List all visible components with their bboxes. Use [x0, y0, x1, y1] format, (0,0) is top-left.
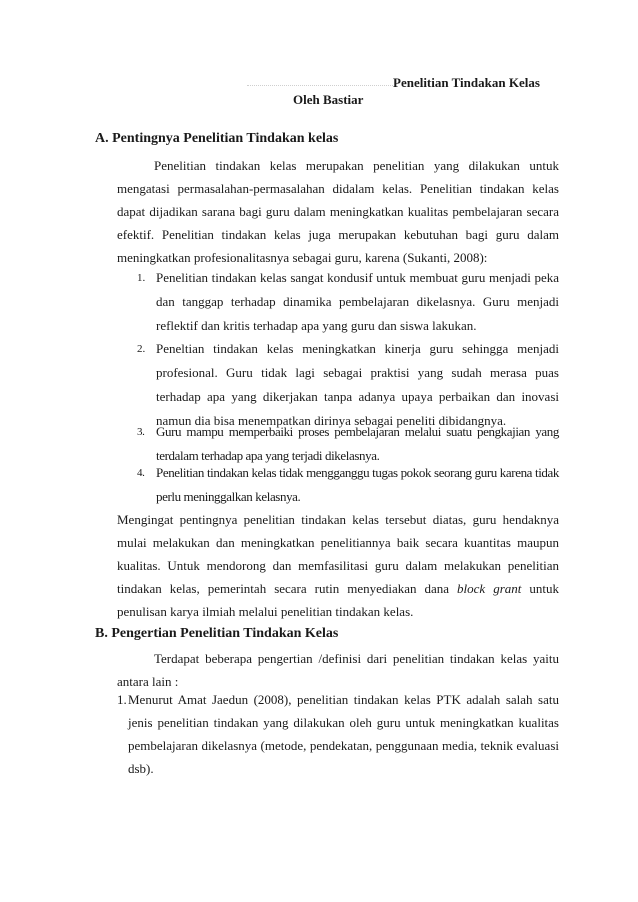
- section-a-intro: [117, 154, 559, 269]
- list-text: Penelitian tindakan kelas tidak mengganggu tugas pokok seorang guru karena tidak perlu meninggalkan kelasnya.: [156, 465, 559, 504]
- list-text: Guru mampu memperbaiki proses pembelajaran melalui suatu pengkajian yang terdalam terhadap apa yang terjadi dikelasnya.: [156, 424, 559, 463]
- list-item-b1: [117, 688, 559, 780]
- list-item-a4: [137, 461, 559, 509]
- list-number: 1.: [117, 692, 127, 707]
- list-number: 4.: [137, 467, 145, 479]
- list-number: 1.: [137, 272, 146, 284]
- closing-text-italic: block grant: [457, 581, 522, 596]
- list-item-a1: [137, 266, 559, 338]
- list-text: Penelitian tindakan kelas sangat kondusif untuk membuat guru menjadi peka dan tanggap terhadap dinamika pembelajaran dikelasnya. Guru menjadi reflektif dan kritis terhadap apa yang guru dan siswa lakukan.: [156, 270, 559, 333]
- section-b-intro-text: Terdapat beberapa pengertian /definisi dari penelitian tindakan kelas yaitu antara lain :: [117, 651, 559, 689]
- section-a-intro-text: Penelitian tindakan kelas merupakan penelitian yang dilakukan untuk mengatasi permasalahan-permasalahan didalam kelas. Penelitian tindakan kelas dapat dijadikan sarana bagi guru dalam meningkatkan kualitas pembelajaran secara efektif. Penelitian tindakan kelas juga merupakan kebutuhan bagi guru dalam meningkatkan profesionalitasnya sebagai guru, karena (Sukanti, 2008):: [117, 158, 559, 265]
- list-number: 2.: [137, 343, 146, 355]
- list-text: Menurut Amat Jaedun (2008), penelitian tindakan kelas PTK adalah salah satu jenis penelitian tindakan yang dilakukan oleh guru untuk meningkatkan kualitas pembelajaran dikelasnya (metode, pendekatan, penggunaan media, teknik evaluasi dsb).: [128, 692, 559, 776]
- section-b-intro: [117, 647, 559, 693]
- closing-text-before: Mengingat pentingnya penelitian tindakan kelas tersebut diatas, guru hendaknya mulai melakukan dan meningkatkan penelitiannya baik secara kuantitas maupun kualitas. Untuk mendorong dan memfasilitasi guru dalam melakukan penelitian tindakan kelas, pemerintah secara rutin menyediakan dana: [117, 512, 559, 596]
- title-rule: [247, 85, 393, 86]
- section-a-closing: [117, 508, 559, 623]
- list-number: 3.: [137, 426, 145, 438]
- section-b-heading: B. Pengertian Penelitian Tindakan Kelas: [95, 626, 339, 641]
- list-item-a2: [137, 337, 559, 433]
- document-author: Oleh Bastiar: [293, 92, 364, 107]
- list-text: Peneltian tindakan kelas meningkatkan kinerja guru sehingga menjadi profesional. Guru tidak lagi sebagai praktisi yang sudah merasa puas terhadap apa yang dikerjakan tanpa adanya upaya perbaikan dan inovasi namun dia bisa menempatkan dirinya sebagai peneliti dibidangnya.: [156, 341, 559, 428]
- document-title: Penelitian Tindakan Kelas: [393, 75, 540, 90]
- section-a-heading: A. Pentingnya Penelitian Tindakan kelas: [95, 131, 339, 146]
- closing-text-after: untuk penulisan karya ilmiah melalui penelitian tindakan kelas.: [117, 581, 559, 619]
